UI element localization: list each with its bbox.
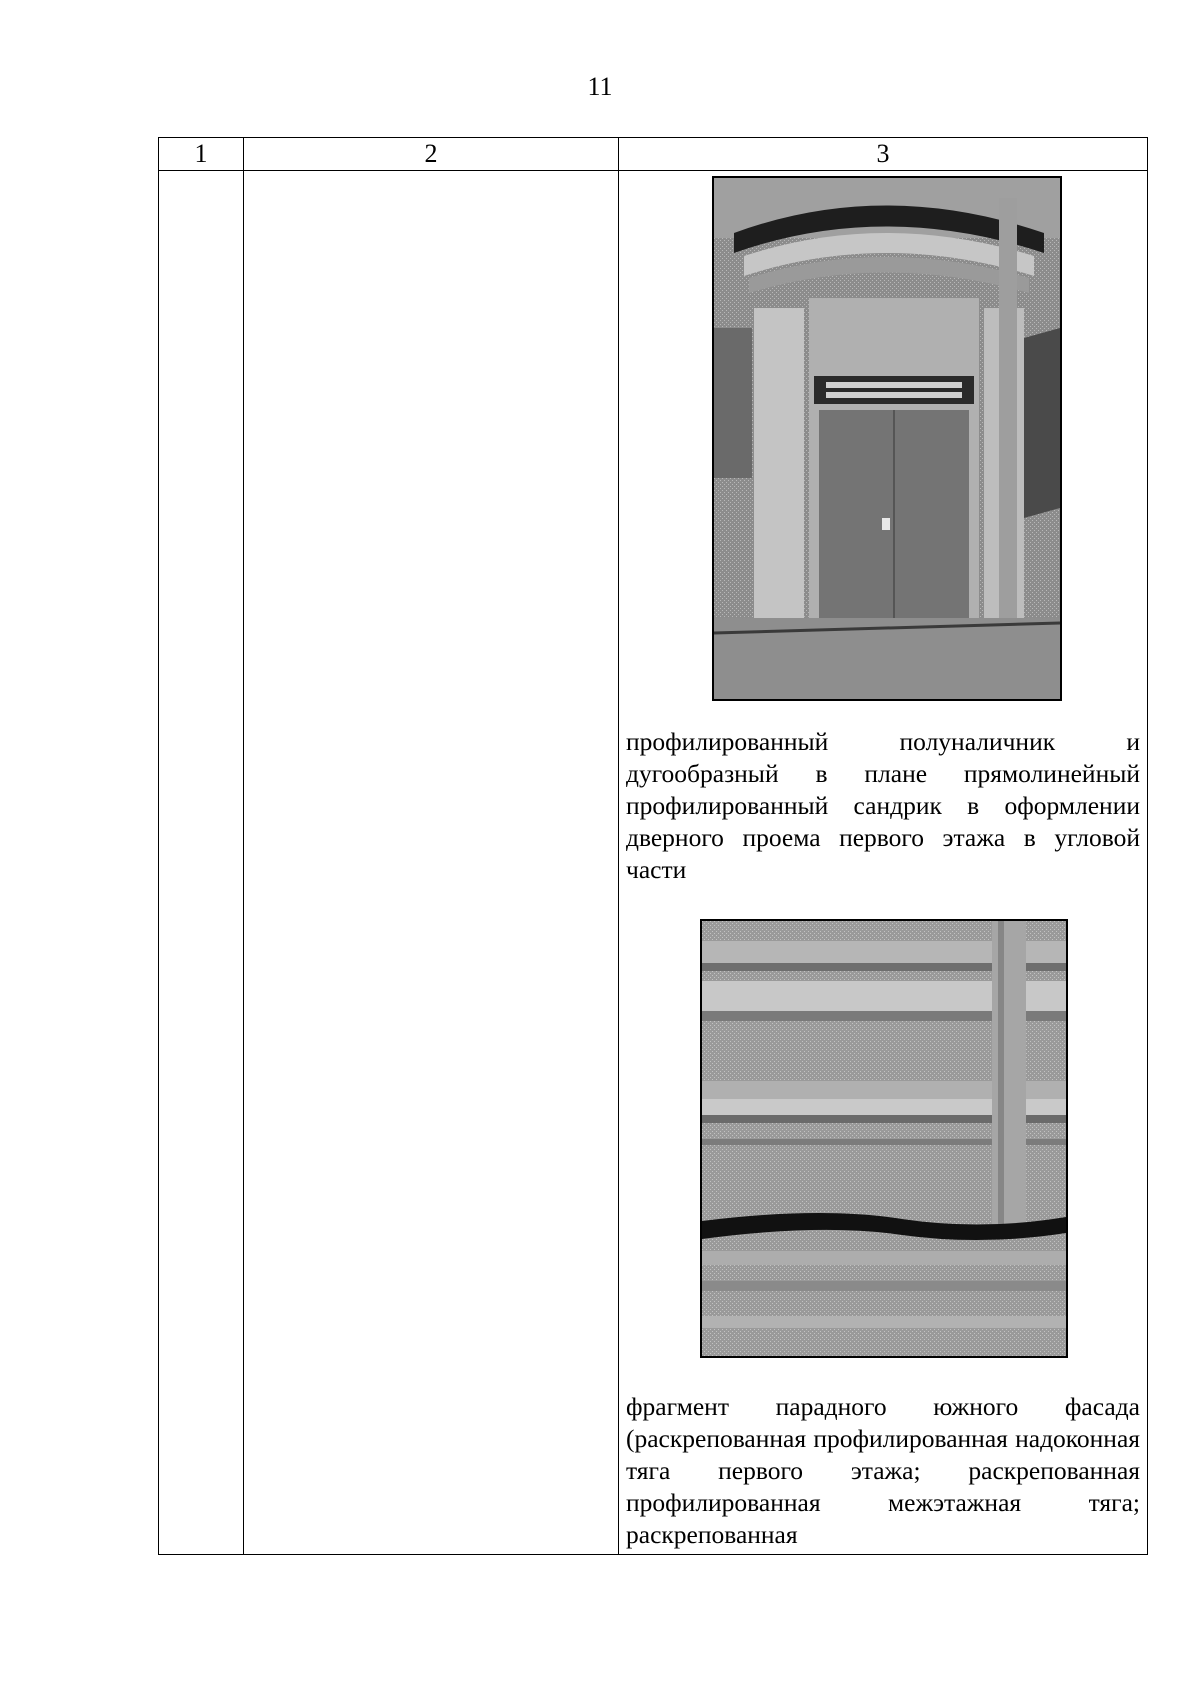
photo-corner-doorway-image [714, 178, 1060, 699]
photo-1-caption: профилированный полуналичник и дугообразный в плане прямолинейный профилированный сандрик в оформлении дверного проема первого этажа в угловой части [626, 727, 1140, 884]
photo-2-caption: фрагмент парадного южного фасада (раскрепованная профилированная надоконная тяга первого этажа; раскрепованная профилированная межэтажная тяга; раскрепованная [626, 1392, 1140, 1549]
column-header-3: 3 [619, 138, 1148, 171]
table-header-row [159, 138, 1148, 171]
document-table [158, 137, 1148, 1555]
photo-corner-doorway [712, 176, 1062, 701]
cell-col3 [619, 171, 1148, 1555]
table-row [159, 171, 1148, 1555]
photo-south-facade [700, 919, 1068, 1358]
cell-col1 [159, 171, 244, 1555]
page-number: 11 [587, 72, 613, 101]
photo-south-facade-image [702, 921, 1066, 1356]
cell-col2 [244, 171, 619, 1555]
column-header-2: 2 [244, 138, 619, 171]
column-header-1: 1 [159, 138, 244, 171]
